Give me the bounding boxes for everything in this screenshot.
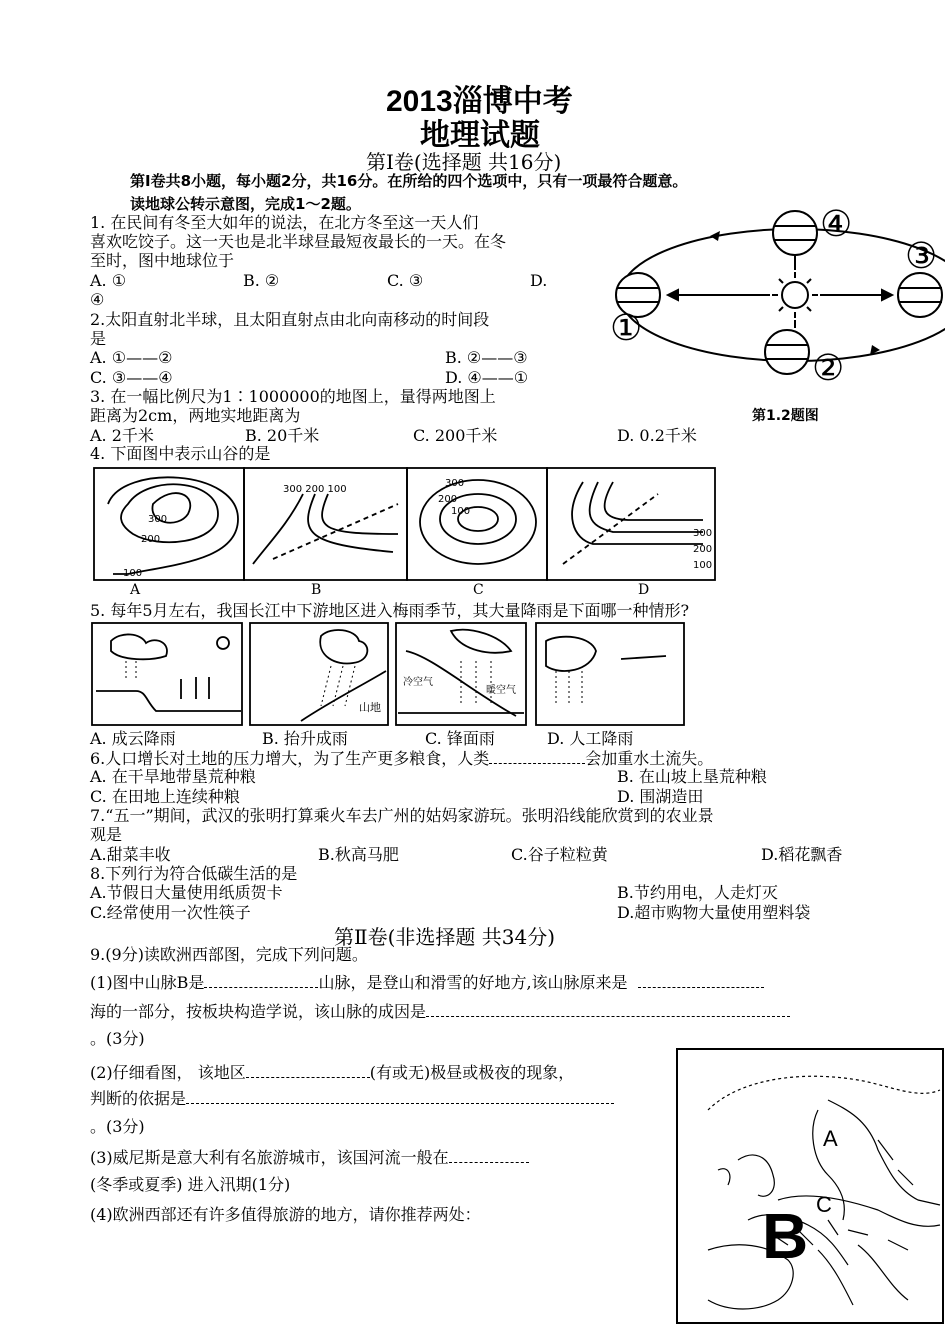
svg-text:100: 100 — [451, 506, 471, 517]
svg-text:100: 100 — [693, 560, 713, 571]
q1-option-b[interactable]: B. ② — [243, 271, 280, 290]
q5-option-a[interactable]: A. 成云降雨 — [90, 729, 176, 748]
section2-heading: 第Ⅱ卷(非选择题 共34分) — [334, 925, 556, 949]
q5-option-b[interactable]: B. 抬升成雨 — [262, 729, 348, 748]
q1-line2: 喜欢吃饺子。这一天也是北半球昼最短夜最长的一天。在冬 — [90, 232, 507, 251]
q5-option-d[interactable]: D. 人工降雨 — [547, 729, 634, 748]
cold-air-label: 冷空气 — [403, 677, 433, 688]
q6-option-c[interactable]: C. 在田地上连续种粮 — [90, 787, 240, 806]
q6-option-d[interactable]: D. 围湖造田 — [617, 787, 704, 806]
q7-option-d[interactable]: D.稻花飘香 — [761, 845, 843, 864]
q7-line1: 7.“五一”期间，武汉的张明打算乘火车去广州的姑妈家游玩。张明沿线能欣赏到的农业景 — [90, 806, 714, 825]
map-label-a: A — [823, 1126, 838, 1151]
q2-option-d[interactable]: D. ④——① — [445, 368, 529, 387]
q6-option-b[interactable]: B. 在山坡上垦荒种粮 — [617, 767, 767, 786]
contour-label-b: B — [311, 582, 322, 598]
map-label-c: C — [816, 1192, 832, 1217]
svg-text:300 200 100: 300 200 100 — [283, 484, 347, 495]
q1-option-a[interactable]: A. ① — [90, 271, 127, 290]
q8-option-b[interactable]: B.节约用电，人走灯灭 — [617, 883, 778, 902]
orbit-position-1: ① — [610, 308, 643, 349]
q9-part1-blank-sea[interactable] — [638, 973, 764, 988]
q1-line1: 1. 在民间有冬至大如年的说法，在北方冬至这一天人们 — [90, 213, 479, 232]
q9-part2-text-b: (有或无)极昼或极夜的现象， — [369, 1063, 575, 1082]
svg-text:200: 200 — [438, 494, 458, 505]
q9-part3-text-a: (3)威尼斯是意大利有名旅游城市，该国河流一般在 — [90, 1148, 449, 1167]
q3-line2: 距离为2cm，两地实地距离为 — [90, 406, 301, 425]
svg-text:200: 200 — [141, 534, 161, 545]
q9-part2-text-c: 判断的依据是 — [90, 1089, 187, 1108]
europe-map-drawing — [678, 1050, 942, 1322]
sun-icon — [772, 272, 818, 318]
svg-text:200: 200 — [693, 544, 713, 555]
warm-air-label: 暖空气 — [486, 685, 516, 696]
q1-line3: 至时，图中地球位于 — [90, 251, 235, 270]
page-title-line2: 地理试题 — [420, 119, 540, 152]
svg-text:100: 100 — [123, 568, 143, 579]
q5-line1: 5. 每年5月左右，我国长江中下游地区进入梅雨季节，其大量降雨是下面哪一种情形? — [90, 601, 690, 620]
q9-part2-line1 — [90, 1063, 574, 1082]
q9-part3-blank-season[interactable] — [449, 1148, 529, 1163]
section1-intro: 第Ⅰ卷共8小题，每小题2分，共16分。在所给的四个选项中，只有一项最符合题意。 — [130, 172, 688, 190]
map-label-b: B — [762, 1200, 809, 1272]
q9-part1-score: 。(3分) — [90, 1029, 145, 1048]
q9-part3-line2: (冬季或夏季) 进入汛期(1分) — [90, 1175, 291, 1194]
q2-option-a[interactable]: A. ①——② — [90, 348, 173, 367]
q6-line1-text-a: 6.人口增长对土地的压力增大，为了生产更多粮食，人类 — [90, 749, 490, 768]
rain-figures — [91, 621, 686, 729]
q1-option-d[interactable]: D. — [530, 271, 548, 290]
orbit-figure — [590, 200, 945, 430]
q9-line1: 9.(9分)读欧洲西部图，完成下列问题。 — [90, 945, 368, 964]
q3-option-c[interactable]: C. 200千米 — [413, 426, 498, 445]
q9-part2-blank-yesno[interactable] — [246, 1063, 370, 1078]
orbit-position-4: ④ — [820, 204, 853, 245]
contour-label-a: A — [130, 582, 141, 598]
q9-part4: (4)欧洲西部还有许多值得旅游的地方，请你推荐两处： — [90, 1205, 481, 1224]
q7-option-a[interactable]: A.甜菜丰收 — [90, 845, 171, 864]
q1-option-d-symbol: ④ — [90, 290, 105, 309]
q9-part2-line2 — [90, 1089, 614, 1108]
q9-part1-text-b: 山脉，是登山和滑雪的好地方,该山脉原来是 — [318, 973, 628, 992]
svg-text:300: 300 — [148, 514, 168, 525]
svg-text:300: 300 — [445, 478, 465, 489]
q2-option-c[interactable]: C. ③——④ — [90, 368, 173, 387]
q7-line2: 观是 — [90, 825, 123, 844]
q6-answer-blank[interactable] — [489, 749, 585, 764]
q7-option-b[interactable]: B.秋高马肥 — [318, 845, 399, 864]
q2-option-b[interactable]: B. ②——③ — [445, 348, 528, 367]
q8-line1: 8.下列行为符合低碳生活的是 — [90, 864, 298, 883]
contour-figures — [93, 464, 718, 599]
q8-option-c[interactable]: C.经常使用一次性筷子 — [90, 903, 251, 922]
orbit-position-2: ② — [812, 348, 845, 389]
q9-part3-line1 — [90, 1148, 529, 1167]
contour-label-d: D — [638, 582, 650, 598]
contour-label-c: C — [473, 582, 484, 598]
page-title-line1: 2013淄博中考 — [386, 85, 573, 118]
q9-part1-line1 — [90, 973, 764, 992]
q5-option-c[interactable]: C. 锋面雨 — [425, 729, 495, 748]
orbit-figure-caption: 第1.2题图 — [752, 408, 819, 424]
q9-part1-text-c: 海的一部分，按板块构造学说，该山脉的成因是 — [90, 1002, 427, 1021]
orbit-position-3: ③ — [905, 236, 938, 277]
q6-line1-text-b: 会加重水土流失。 — [585, 749, 714, 768]
q3-line1: 3. 在一幅比例尺为1∶1000000的地图上，量得两地图上 — [90, 387, 496, 406]
q2-line1: 2.太阳直射北半球，且太阳直射点由北向南移动的时间段 — [90, 310, 490, 329]
q9-part1-blank-mountain[interactable] — [204, 973, 318, 988]
q8-option-d[interactable]: D.超市购物大量使用塑料袋 — [617, 903, 811, 922]
q3-option-d[interactable]: D. 0.2千米 — [617, 426, 697, 445]
q9-part2-text-a: (2)仔细看图， 该地区 — [90, 1063, 246, 1082]
q9-part1-text-a: (1)图中山脉B是 — [90, 973, 205, 992]
section1-heading: 第Ⅰ卷(选择题 共16分) — [366, 150, 562, 174]
q9-part2-score: 。(3分) — [90, 1117, 145, 1136]
q7-option-c[interactable]: C.谷子粒粒黄 — [511, 845, 608, 864]
q9-part2-blank-reason[interactable] — [186, 1089, 614, 1104]
q9-part1-blank-cause[interactable] — [426, 1002, 790, 1017]
europe-map — [676, 1048, 944, 1324]
q6-option-a[interactable]: A. 在干旱地带垦荒种粮 — [90, 767, 256, 786]
svg-text:300: 300 — [693, 528, 713, 539]
q2-line2: 是 — [90, 329, 107, 348]
q3-option-a[interactable]: A. 2千米 — [90, 426, 154, 445]
q3-option-b[interactable]: B. 20千米 — [245, 426, 320, 445]
q1-option-c[interactable]: C. ③ — [387, 271, 424, 290]
q4-line1: 4. 下面图中表示山谷的是 — [90, 444, 271, 463]
section1-instruction: 读地球公转示意图，完成1～2题。 — [130, 195, 361, 213]
q8-option-a[interactable]: A.节假日大量使用纸质贺卡 — [90, 883, 283, 902]
q6-line1 — [90, 749, 713, 768]
mountain-label: 山地 — [359, 701, 381, 714]
q9-part1-line2 — [90, 1002, 790, 1021]
